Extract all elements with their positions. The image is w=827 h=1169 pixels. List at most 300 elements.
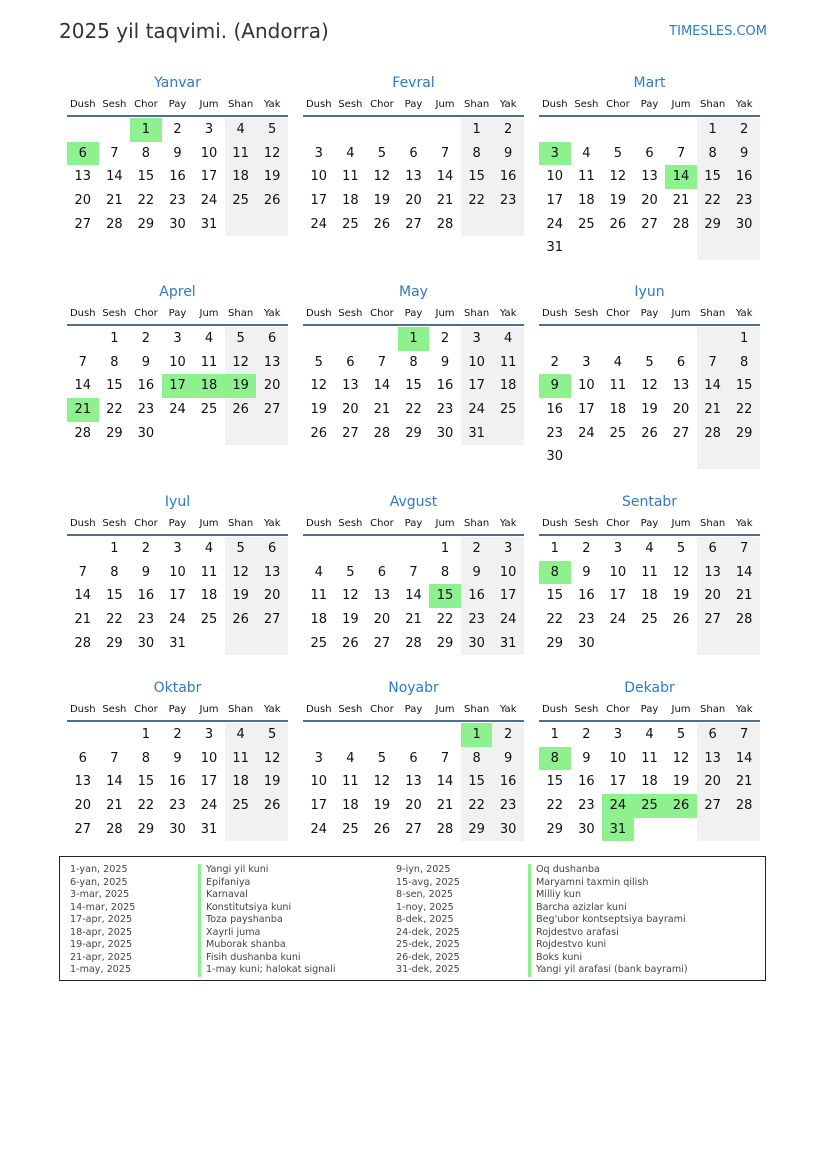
- day-cell: 4: [645, 727, 654, 742]
- day-cell: 5: [225, 537, 257, 561]
- weekday-label: Pay: [168, 704, 187, 715]
- day-cell: 16: [578, 774, 595, 790]
- page-title: 2025 yil taqvimi. (Andorra): [59, 19, 329, 43]
- weekday-header: [67, 514, 288, 536]
- month-name: Iyul: [164, 494, 191, 510]
- day-cell: 22: [546, 612, 564, 628]
- day-cell: 20: [256, 584, 288, 608]
- weekday-label: Shan: [700, 704, 726, 715]
- day-cell: 17: [310, 798, 328, 814]
- weekday-label: Chor: [134, 704, 158, 715]
- day-cell: 6: [697, 723, 729, 747]
- empty-day-cell: [728, 632, 760, 656]
- day-cell: 4: [613, 354, 623, 370]
- day-cell: 17: [578, 402, 595, 418]
- day-cell: 3: [461, 327, 493, 351]
- weekday-label: Pay: [168, 518, 187, 529]
- day-cell: 21: [672, 193, 690, 209]
- day-cell: 10: [169, 354, 186, 370]
- weekday-label: Jum: [435, 308, 455, 319]
- empty-day-cell: [335, 327, 367, 351]
- day-cell: 27: [256, 398, 288, 422]
- day-cell: 2: [550, 354, 559, 370]
- day-cell: 18: [342, 798, 359, 814]
- day-cell: 30: [578, 635, 595, 651]
- weekday-header: [303, 95, 524, 117]
- weekday-label: Chor: [606, 99, 630, 110]
- legend-holiday-name: Muborak shanba: [198, 939, 336, 952]
- day-cell: 27: [672, 425, 690, 441]
- day-cell: 1: [141, 727, 151, 742]
- day-cell: 23: [137, 402, 155, 418]
- day-cell: 24: [609, 612, 627, 628]
- day-cell: 6: [78, 750, 87, 766]
- weekday-label: Dush: [69, 518, 96, 529]
- weekday-label: Shan: [228, 518, 254, 529]
- day-cell: 2: [461, 537, 493, 561]
- day-cell: 4: [346, 750, 355, 766]
- weekday-label: Sesh: [102, 704, 127, 715]
- legend-holiday-name: Yangi yil kuni: [198, 864, 336, 877]
- day-cell: 12: [256, 747, 288, 771]
- day-cell: 27: [697, 608, 729, 632]
- day-cell: 27: [342, 425, 359, 441]
- day-cell: 30: [578, 821, 595, 837]
- day-cell: 15: [461, 770, 493, 794]
- legend-holiday-name: Epifaniya: [198, 877, 336, 890]
- day-cell: 10: [169, 564, 186, 580]
- day-cell: 11: [200, 564, 218, 580]
- day-cell: 26: [609, 216, 627, 232]
- day-cell: 14: [405, 588, 422, 604]
- weekday-label: Pay: [640, 518, 659, 529]
- day-cell: 20: [672, 402, 690, 418]
- day-cell: 13: [256, 351, 288, 375]
- day-cell: 9: [492, 747, 524, 771]
- holiday-day-cell: 6: [67, 142, 99, 166]
- day-cell: 9: [728, 142, 760, 166]
- day-cell: 19: [672, 774, 690, 790]
- day-grid: [539, 537, 760, 655]
- day-cell: 3: [582, 354, 591, 370]
- day-cell: 29: [106, 425, 123, 441]
- day-cell: 18: [225, 165, 257, 189]
- weekday-label: Shan: [700, 99, 726, 110]
- legend-date: 19-apr, 2025: [70, 939, 133, 950]
- weekday-label: Jum: [671, 308, 691, 319]
- day-cell: 22: [546, 798, 564, 814]
- day-cell: 5: [256, 723, 288, 747]
- day-grid: [303, 537, 524, 655]
- day-cell: 2: [582, 727, 591, 742]
- day-cell: 18: [225, 770, 257, 794]
- holiday-day-cell: 17: [162, 374, 194, 398]
- day-cell: 30: [169, 216, 186, 232]
- day-cell: 25: [342, 821, 359, 837]
- day-cell: 10: [310, 774, 328, 790]
- empty-day-cell: [634, 632, 666, 656]
- day-cell: 2: [492, 118, 524, 142]
- day-cell: 11: [641, 750, 658, 766]
- day-cell: 17: [546, 193, 564, 209]
- legend-date: 8-sen, 2025: [396, 889, 454, 900]
- empty-day-cell: [697, 236, 729, 260]
- day-cell: 7: [78, 354, 87, 370]
- day-cell: 28: [106, 821, 123, 837]
- day-cell: 29: [461, 818, 493, 842]
- day-cell: 17: [609, 774, 627, 790]
- empty-day-cell: [665, 632, 697, 656]
- empty-day-cell: [67, 723, 99, 747]
- weekday-label: Yak: [499, 518, 517, 529]
- holiday-day-cell: 1: [461, 723, 493, 747]
- day-cell: 13: [697, 561, 729, 585]
- day-cell: 17: [310, 193, 328, 209]
- day-cell: 10: [546, 169, 564, 185]
- day-cell: 26: [672, 612, 690, 628]
- legend-holiday-name: Boks kuni: [528, 952, 688, 965]
- day-cell: 25: [225, 794, 257, 818]
- day-cell: 25: [342, 216, 359, 232]
- empty-day-cell: [256, 632, 288, 656]
- weekday-label: Chor: [370, 704, 394, 715]
- day-cell: 3: [204, 727, 214, 742]
- day-cell: 22: [728, 398, 760, 422]
- day-cell: 15: [728, 374, 760, 398]
- empty-day-cell: [67, 327, 99, 351]
- day-cell: 12: [641, 378, 658, 394]
- legend-holiday-name: Xayrli juma: [198, 927, 336, 940]
- day-cell: 1: [728, 327, 760, 351]
- day-cell: 16: [728, 165, 760, 189]
- day-cell: 20: [256, 374, 288, 398]
- weekday-label: Sesh: [338, 518, 363, 529]
- day-cell: 22: [461, 189, 493, 213]
- day-cell: 9: [440, 354, 450, 370]
- day-cell: 31: [461, 422, 493, 446]
- empty-day-cell: [539, 118, 571, 142]
- day-cell: 25: [492, 398, 524, 422]
- holiday-day-cell: 26: [665, 794, 697, 818]
- empty-day-cell: [697, 818, 729, 842]
- day-cell: 30: [492, 818, 524, 842]
- day-cell: 5: [377, 750, 387, 766]
- day-cell: 13: [342, 378, 359, 394]
- day-cell: 25: [609, 425, 627, 441]
- day-cell: 1: [697, 118, 729, 142]
- day-cell: 14: [106, 774, 123, 790]
- day-cell: 6: [697, 537, 729, 561]
- weekday-label: Shan: [228, 99, 254, 110]
- day-cell: 18: [492, 374, 524, 398]
- weekday-label: Yak: [499, 704, 517, 715]
- empty-day-cell: [193, 632, 225, 656]
- day-cell: 11: [310, 588, 328, 604]
- weekday-label: Jum: [435, 704, 455, 715]
- day-cell: 31: [200, 821, 218, 837]
- day-cell: 28: [728, 608, 760, 632]
- day-cell: 7: [409, 564, 418, 580]
- month-name: Sentabr: [621, 494, 678, 510]
- day-cell: 28: [74, 635, 92, 651]
- empty-day-cell: [492, 213, 524, 237]
- day-cell: 10: [200, 145, 218, 161]
- day-cell: 12: [609, 169, 627, 185]
- day-cell: 4: [204, 331, 214, 346]
- empty-day-cell: [571, 236, 603, 260]
- day-cell: 29: [436, 635, 454, 651]
- weekday-label: Sesh: [102, 99, 127, 110]
- legend-holiday-name: Karnaval: [198, 889, 336, 902]
- day-cell: 2: [141, 541, 151, 556]
- legend-date: 1-noy, 2025: [396, 901, 454, 913]
- weekday-label: Yak: [263, 308, 281, 319]
- month-name: Yanvar: [154, 75, 201, 91]
- day-cell: 9: [461, 561, 493, 585]
- weekday-label: Dush: [541, 99, 568, 110]
- legend-date: 8-dek, 2025: [396, 914, 454, 925]
- day-cell: 1: [550, 727, 559, 742]
- empty-day-cell: [728, 236, 760, 260]
- empty-day-cell: [665, 445, 697, 469]
- day-cell: 23: [169, 798, 186, 814]
- empty-day-cell: [571, 445, 603, 469]
- holiday-day-cell: 1: [130, 118, 162, 142]
- weekday-label: Jum: [671, 704, 691, 715]
- day-cell: 6: [256, 327, 288, 351]
- day-cell: 3: [173, 541, 182, 556]
- day-cell: 3: [314, 750, 323, 766]
- day-cell: 21: [74, 612, 92, 628]
- holiday-day-cell: 25: [634, 794, 666, 818]
- legend-holiday-name: Rojdestvo kuni: [528, 939, 688, 952]
- day-cell: 25: [310, 635, 328, 651]
- weekday-label: Shan: [464, 704, 490, 715]
- day-cell: 24: [461, 398, 493, 422]
- day-cell: 18: [641, 588, 658, 604]
- day-cell: 10: [461, 351, 493, 375]
- day-cell: 14: [74, 588, 92, 604]
- day-cell: 17: [609, 588, 627, 604]
- day-cell: 26: [641, 425, 658, 441]
- day-cell: 5: [676, 541, 686, 556]
- weekday-label: Yak: [263, 99, 281, 110]
- day-cell: 23: [169, 193, 186, 209]
- weekday-label: Shan: [464, 308, 490, 319]
- day-cell: 19: [641, 402, 658, 418]
- day-cell: 30: [461, 632, 493, 656]
- day-cell: 24: [492, 608, 524, 632]
- day-cell: 31: [492, 632, 524, 656]
- day-cell: 4: [582, 145, 591, 161]
- day-cell: 5: [645, 354, 654, 370]
- day-cell: 28: [697, 422, 729, 446]
- day-cell: 23: [578, 612, 595, 628]
- weekday-label: Dush: [69, 704, 96, 715]
- empty-day-cell: [571, 327, 603, 351]
- day-cell: 28: [74, 425, 92, 441]
- day-cell: 30: [436, 425, 454, 441]
- weekday-label: Dush: [305, 518, 332, 529]
- day-cell: 12: [225, 351, 257, 375]
- legend-date: 18-apr, 2025: [70, 926, 133, 938]
- day-cell: 12: [225, 561, 257, 585]
- day-cell: 13: [373, 588, 391, 604]
- legend-holiday-name: Milliy kun: [528, 889, 688, 902]
- day-cell: 6: [256, 537, 288, 561]
- empty-day-cell: [571, 118, 603, 142]
- day-grid: [303, 118, 524, 236]
- day-cell: 16: [137, 378, 155, 394]
- day-cell: 28: [436, 216, 454, 232]
- weekday-label: Shan: [228, 308, 254, 319]
- empty-day-cell: [303, 327, 335, 351]
- day-cell: 1: [461, 118, 493, 142]
- empty-day-cell: [335, 723, 367, 747]
- day-cell: 7: [110, 750, 119, 766]
- day-cell: 23: [492, 189, 524, 213]
- empty-day-cell: [256, 213, 288, 237]
- day-cell: 20: [405, 798, 422, 814]
- holiday-day-cell: 8: [539, 561, 571, 585]
- weekday-header: [303, 304, 524, 326]
- empty-day-cell: [256, 422, 288, 446]
- legend-left-dates: [70, 864, 135, 977]
- day-cell: 20: [74, 798, 92, 814]
- month-avgust: [303, 490, 524, 655]
- day-cell: 25: [641, 612, 658, 628]
- day-cell: 12: [256, 142, 288, 166]
- day-cell: 12: [672, 564, 690, 580]
- empty-day-cell: [665, 327, 697, 351]
- empty-day-cell: [602, 236, 634, 260]
- day-cell: 24: [200, 798, 218, 814]
- day-cell: 20: [342, 402, 359, 418]
- day-cell: 24: [169, 402, 186, 418]
- empty-day-cell: [303, 537, 335, 561]
- day-cell: 27: [405, 216, 422, 232]
- legend-holiday-name: Fisih dushanba kuni: [198, 952, 336, 965]
- weekday-header: [67, 95, 288, 117]
- day-cell: 2: [141, 331, 151, 346]
- day-cell: 20: [697, 770, 729, 794]
- day-cell: 13: [405, 169, 422, 185]
- day-cell: 14: [728, 561, 760, 585]
- empty-day-cell: [634, 445, 666, 469]
- day-cell: 3: [492, 537, 524, 561]
- weekday-label: Shan: [464, 518, 490, 529]
- day-cell: 6: [377, 564, 387, 580]
- day-cell: 11: [225, 142, 257, 166]
- day-cell: 30: [728, 213, 760, 237]
- day-cell: 19: [342, 612, 359, 628]
- day-cell: 14: [697, 374, 729, 398]
- day-cell: 15: [546, 588, 564, 604]
- day-cell: 12: [373, 169, 391, 185]
- weekday-label: Dush: [305, 704, 332, 715]
- weekday-label: Yak: [263, 518, 281, 529]
- day-cell: 17: [461, 374, 493, 398]
- day-cell: 7: [728, 723, 760, 747]
- legend-date: 15-avg, 2025: [396, 876, 460, 888]
- day-cell: 9: [141, 564, 151, 580]
- weekday-label: Chor: [606, 518, 630, 529]
- weekday-label: Sesh: [102, 308, 127, 319]
- day-grid: [539, 723, 760, 841]
- day-cell: 21: [436, 193, 454, 209]
- holiday-day-cell: 3: [539, 142, 571, 166]
- legend-holiday-name: Maryamni taxmin qilish: [528, 877, 688, 890]
- day-cell: 28: [436, 821, 454, 837]
- day-cell: 28: [405, 635, 422, 651]
- day-cell: 10: [200, 750, 218, 766]
- brand-link[interactable]: TIMESLES.COM: [669, 24, 767, 39]
- day-cell: 3: [613, 541, 623, 556]
- legend-holiday-name: Beg'ubor kontseptsiya bayrami: [528, 914, 688, 927]
- weekday-label: Dush: [305, 99, 332, 110]
- empty-day-cell: [99, 723, 131, 747]
- weekday-label: Shan: [464, 99, 490, 110]
- day-cell: 31: [200, 216, 218, 232]
- day-cell: 9: [582, 564, 591, 580]
- day-cell: 5: [314, 354, 323, 370]
- day-grid: [67, 723, 288, 841]
- day-cell: 15: [137, 774, 155, 790]
- day-cell: 23: [461, 608, 493, 632]
- empty-day-cell: [728, 445, 760, 469]
- empty-day-cell: [398, 537, 430, 561]
- day-cell: 3: [173, 331, 182, 346]
- empty-day-cell: [335, 537, 367, 561]
- day-cell: 22: [106, 612, 123, 628]
- weekday-label: Sesh: [574, 308, 599, 319]
- day-cell: 11: [225, 747, 257, 771]
- weekday-label: Jum: [435, 99, 455, 110]
- day-cell: 11: [342, 169, 359, 185]
- day-cell: 7: [728, 537, 760, 561]
- weekday-label: Dush: [541, 308, 568, 319]
- legend-date: 26-dek, 2025: [396, 951, 460, 963]
- day-cell: 28: [672, 216, 690, 232]
- day-cell: 15: [106, 378, 123, 394]
- holiday-day-cell: 9: [539, 374, 571, 398]
- day-cell: 26: [225, 608, 257, 632]
- day-cell: 31: [546, 240, 564, 256]
- day-cell: 13: [641, 169, 658, 185]
- day-cell: 14: [373, 378, 391, 394]
- empty-day-cell: [162, 422, 194, 446]
- empty-day-cell: [634, 236, 666, 260]
- day-cell: 20: [373, 612, 391, 628]
- empty-day-cell: [429, 118, 461, 142]
- day-cell: 22: [405, 402, 422, 418]
- day-cell: 19: [672, 588, 690, 604]
- day-cell: 2: [728, 118, 760, 142]
- weekday-label: Chor: [370, 99, 394, 110]
- day-cell: 17: [169, 588, 186, 604]
- weekday-label: Yak: [735, 99, 753, 110]
- empty-day-cell: [366, 723, 398, 747]
- day-cell: 25: [200, 612, 218, 628]
- empty-day-cell: [634, 327, 666, 351]
- legend-date: 3-mar, 2025: [70, 889, 130, 900]
- day-cell: 29: [405, 425, 422, 441]
- day-cell: 25: [578, 216, 595, 232]
- day-cell: 14: [728, 747, 760, 771]
- day-cell: 7: [440, 145, 450, 161]
- day-cell: 5: [225, 327, 257, 351]
- day-cell: 16: [169, 774, 186, 790]
